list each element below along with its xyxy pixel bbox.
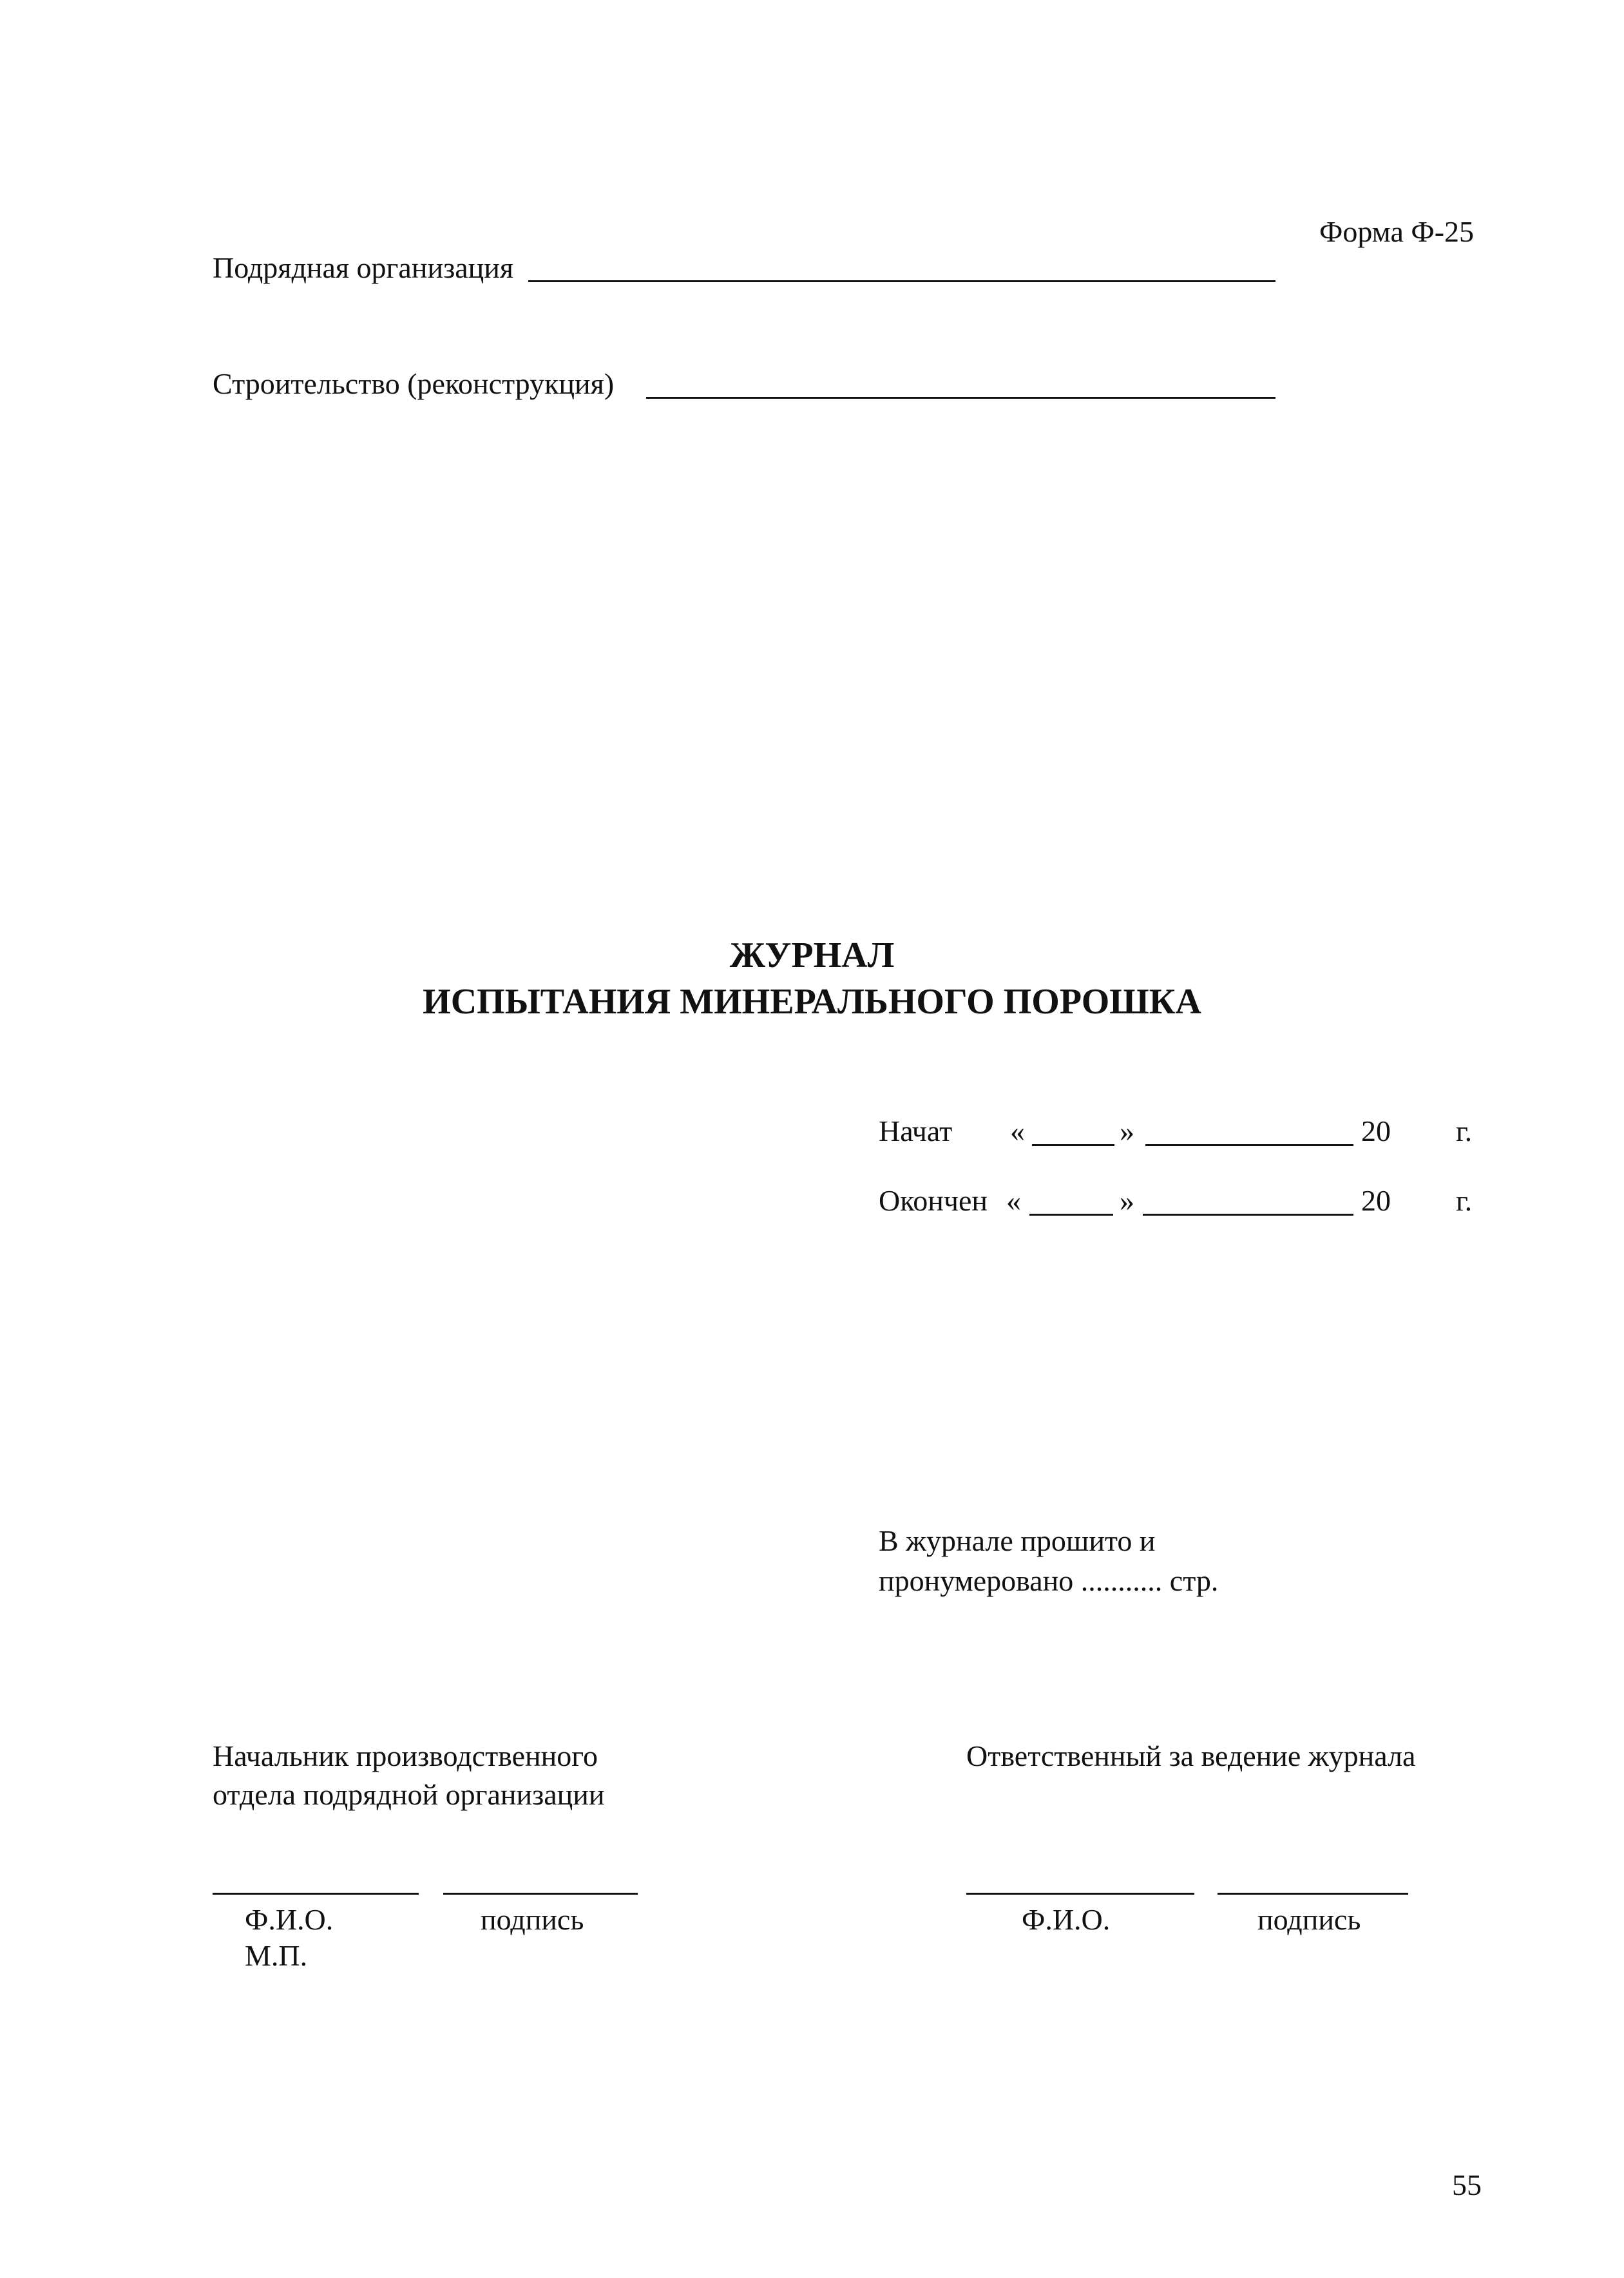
right-signatory-title: Ответственный за ведение журнала bbox=[966, 1739, 1416, 1772]
started-close-quote: » bbox=[1120, 1115, 1134, 1147]
started-month-line bbox=[1145, 1144, 1353, 1146]
finished-label: Окончен bbox=[879, 1184, 988, 1217]
finished-day-line bbox=[1029, 1214, 1113, 1216]
binding-note-line2: пронумеровано ........... стр. bbox=[879, 1564, 1219, 1597]
journal-title: ЖУРНАЛ bbox=[729, 935, 895, 975]
left-signatory-title-line1: Начальник производственного bbox=[213, 1739, 598, 1772]
right-sign-caption: подпись bbox=[1257, 1903, 1361, 1936]
right-sign-line bbox=[1218, 1893, 1408, 1895]
started-open-quote: « bbox=[1010, 1115, 1025, 1147]
contractor-label: Подрядная организация bbox=[213, 251, 514, 284]
construction-label: Строительство (реконструкция) bbox=[213, 367, 615, 400]
construction-field-line bbox=[646, 397, 1275, 399]
finished-year-prefix: 20 bbox=[1361, 1184, 1391, 1217]
left-sign-caption: подпись bbox=[481, 1903, 584, 1936]
finished-year-suffix: г. bbox=[1456, 1184, 1473, 1217]
page-number: 55 bbox=[1452, 2168, 1482, 2201]
started-year-prefix: 20 bbox=[1361, 1115, 1391, 1147]
right-name-caption: Ф.И.О. bbox=[1022, 1903, 1111, 1936]
binding-note-line1: В журнале прошито и bbox=[879, 1524, 1156, 1557]
left-signatory-title-line2: отдела подрядной организации bbox=[213, 1778, 605, 1811]
contractor-field-line bbox=[528, 280, 1275, 282]
started-label: Начат bbox=[879, 1115, 953, 1147]
started-day-line bbox=[1032, 1144, 1114, 1146]
left-name-caption: Ф.И.О. bbox=[245, 1903, 334, 1936]
stamp-placeholder: М.П. bbox=[245, 1939, 308, 1972]
right-name-line bbox=[966, 1893, 1194, 1895]
left-sign-line bbox=[443, 1893, 638, 1895]
left-name-line bbox=[213, 1893, 419, 1895]
journal-subtitle: ИСПЫТАНИЯ МИНЕРАЛЬНОГО ПОРОШКА bbox=[423, 982, 1201, 1022]
finished-close-quote: » bbox=[1120, 1184, 1134, 1217]
finished-month-line bbox=[1143, 1214, 1353, 1216]
started-year-suffix: г. bbox=[1456, 1115, 1473, 1147]
form-number: Форма Ф-25 bbox=[1319, 215, 1475, 248]
finished-open-quote: « bbox=[1006, 1184, 1021, 1217]
